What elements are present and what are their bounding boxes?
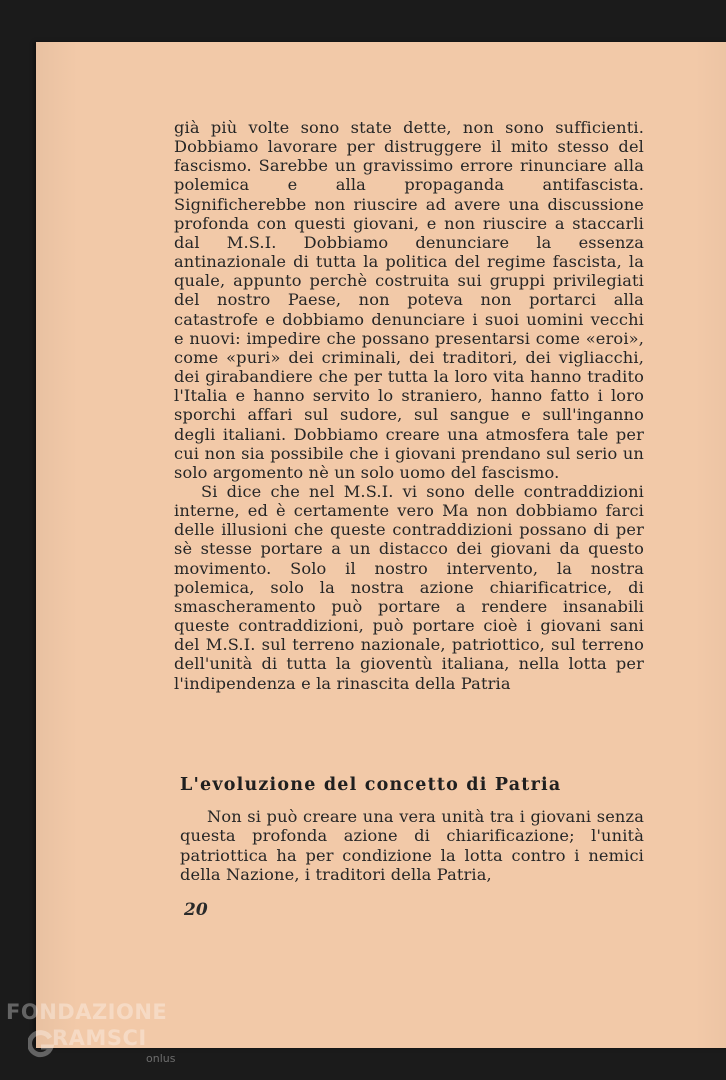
- watermark-line-1: FONDAZIONE: [6, 1000, 168, 1024]
- gramsci-g-logo-icon: [28, 1030, 54, 1058]
- body-text-lower: [180, 807, 644, 885]
- body-text-upper: [174, 118, 644, 693]
- fondazione-gramsci-watermark: [6, 1000, 206, 1080]
- document-page: [36, 42, 726, 1048]
- paragraph-1: già più volte sono state dette, non sono sufficienti. Dobbiamo lavorare per distruggere il mito stesso del fascismo. Sarebbe un gravissimo errore rinunciare alla polemica e alla propaganda antifascista. Significherebbe non riuscire ad avere una discussione profonda con questi giovani, e non riuscire a staccarli dal M.S.I. Dobbiamo denunciare la essenza antinazionale di tutta la politica del regime fascista, la quale, appunto perchè costruita sui gruppi privilegiati del nostro Paese, non poteva non portarci alla catastrofe e dobbiamo denunciare i suoi uomini vecchi e nuovi: impedire che possano presentarsi come «eroi», come «puri» dei criminali, dei traditori, dei vigliacchi, dei girabandiere che per tutta la loro vita hanno tradito l'Italia e hanno servito lo straniero, hanno fatto i loro sporchi affari sul sudore, sul sangue e sull'inganno degli italiani. Dobbiamo creare una atmosfera tale per cui non sia possibile che i giovani prendano sul serio un solo argomento nè un solo uomo del fascismo.: [174, 118, 644, 482]
- watermark-suffix: onlus: [146, 1052, 176, 1065]
- paragraph-2: Si dice che nel M.S.I. vi sono delle contraddizioni interne, ed è certamente vero Ma non dobbiamo farci delle illusioni che queste contraddizioni possano di per sè stesse portare a un distacco dei giovani da questo movimento. Solo il nostro intervento, la nostra polemica, solo la nostra azione chiarificatrice, di smascheramento può portare a rendere insanabili queste contraddizioni, può portare cioè i giovani sani del M.S.I. sul terreno nazionale, patriottico, sul terreno dell'unità di tutta la gioventù italiana, nella lotta per l'indipendenza e la rinascita della Patria: [174, 481, 644, 693]
- paragraph-3: Non si può creare una vera unità tra i giovani senza questa profonda azione di chiarificazione; l'unità patriottica ha per condizione la lotta contro i nemici della Nazione, i traditori della Patria,: [180, 807, 644, 885]
- watermark-line-2: RAMSCI: [52, 1026, 147, 1050]
- section-heading: L'evoluzione del concetto di Patria: [180, 775, 562, 795]
- page-number: 20: [184, 900, 208, 920]
